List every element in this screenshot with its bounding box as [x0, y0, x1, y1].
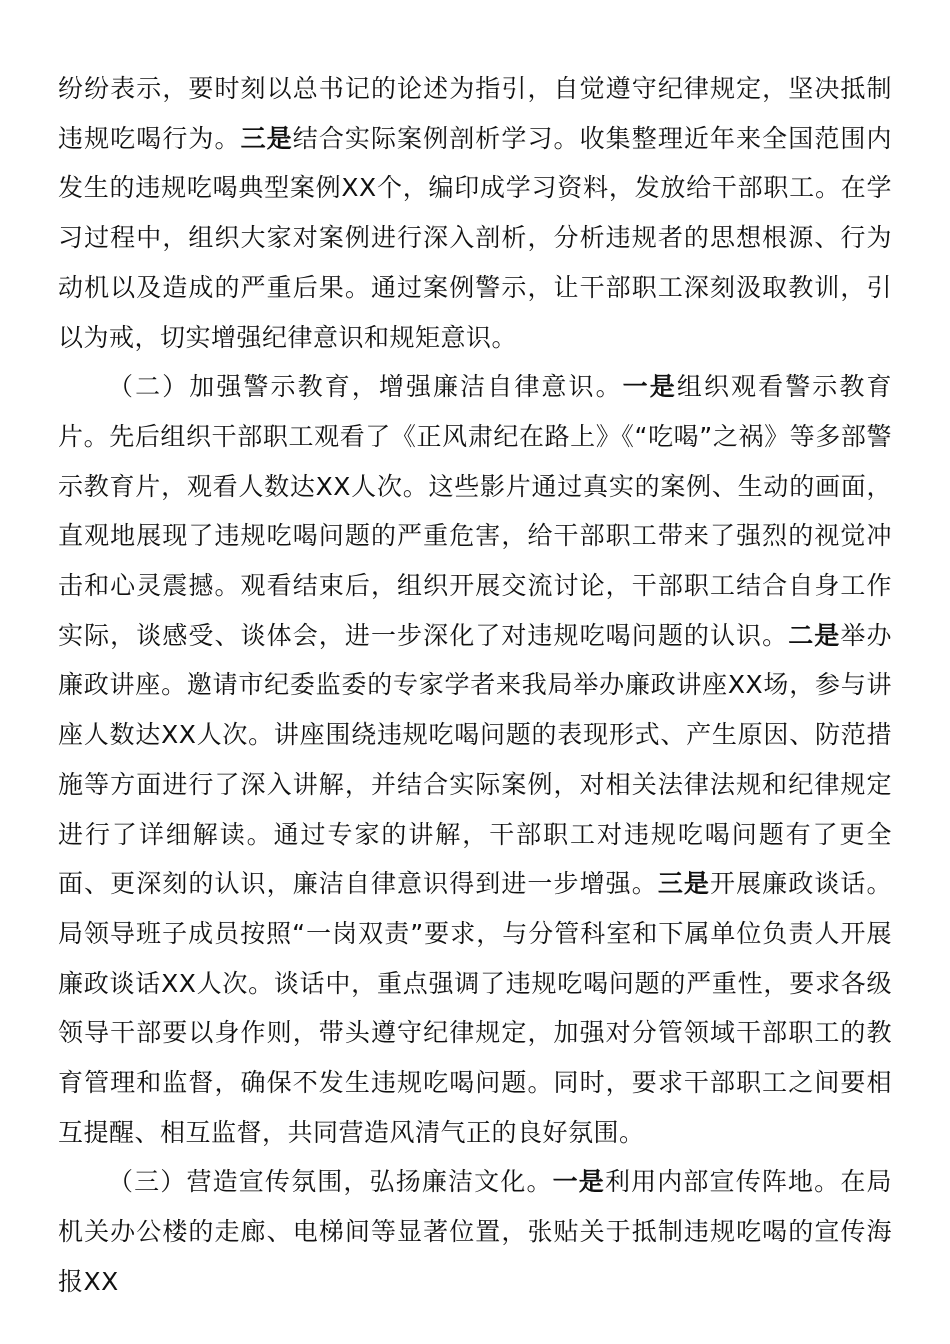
text-run: 结合实际案例剖析学习。收集整理近年来全国范围内发生的违规吃喝典型案例XX个，编印成学习资料，发放给干部职工。在学习过程中，组织大家对案例进行深入剖析，分析违规者的思想根源、行为动机以及造成的严重后果。通过案例警示，让干部职工深刻汲取教训，引以为戒，切实增强纪律意识和规矩意识。 — [58, 123, 892, 352]
text-run: 组织观看警示教育片。先后组织干部职工观看了《正风肃纪在路上》《“吃喝”之祸》等多部警示教育片，观看人数达XX人次。这些影片通过真实的案例、生动的画面，直观地展现了违规吃喝问题的严重危害，给干部职工带来了强烈的视觉冲击和心灵震撼。观看结束后，组织开展交流讨论，干部职工结合自身工作实际，谈感受、谈体会，进一步深化了对违规吃喝问题的认识。 — [58, 372, 892, 650]
bold-run: 三是 — [657, 869, 710, 899]
paragraph-3 — [58, 1157, 892, 1306]
text-run: 纷纷表示，要时刻以总书记的论述为指引，自觉遵守纪律规定，坚决抵制违规吃喝行为。 — [58, 74, 892, 153]
section-heading: （二）加强警示教育，增强廉洁自律意识。 — [108, 372, 623, 402]
text-run: 举办廉政讲座。邀请市纪委监委的专家学者来我局举办廉政讲座XX场，参与讲座人数达XX人次。讲座围绕违规吃喝问题的表现形式、产生原因、防范措施等方面进行了深入讲解，并结合实际案例，对相关法律法规和纪律规定进行了详细解读。通过专家的讲解，干部职工对违规吃喝问题有了更全面、更深刻的认识，廉洁自律意识得到进一步增强。 — [58, 620, 892, 899]
section-heading: （三）营造宣传氛围，弘扬廉洁文化。 — [108, 1167, 553, 1197]
document-page — [58, 64, 892, 1307]
paragraph-2 — [58, 362, 892, 1157]
text-run: 开展廉政谈话。局领导班子成员按照“一岗双责”要求，与分管科室和下属单位负责人开展廉政谈话XX人次。谈话中，重点强调了违规吃喝问题的严重性，要求各级领导干部要以身作则，带头遵守纪律规定，加强对分管领域干部职工的教育管理和监督，确保不发生违规吃喝问题。同时，要求干部职工之间要相互提醒、相互监督，共同营造风清气正的良好氛围。 — [58, 869, 892, 1147]
paragraph-1 — [58, 64, 892, 362]
bold-run: 一是 — [622, 372, 677, 402]
bold-run: 三是 — [240, 123, 293, 153]
bold-run: 二是 — [788, 620, 841, 650]
bold-run: 一是 — [552, 1167, 605, 1197]
text-run: 利用内部宣传阵地。在局机关办公楼的走廊、电梯间等显著位置，张贴关于抵制违规吃喝的宣传海报XX — [58, 1167, 892, 1296]
